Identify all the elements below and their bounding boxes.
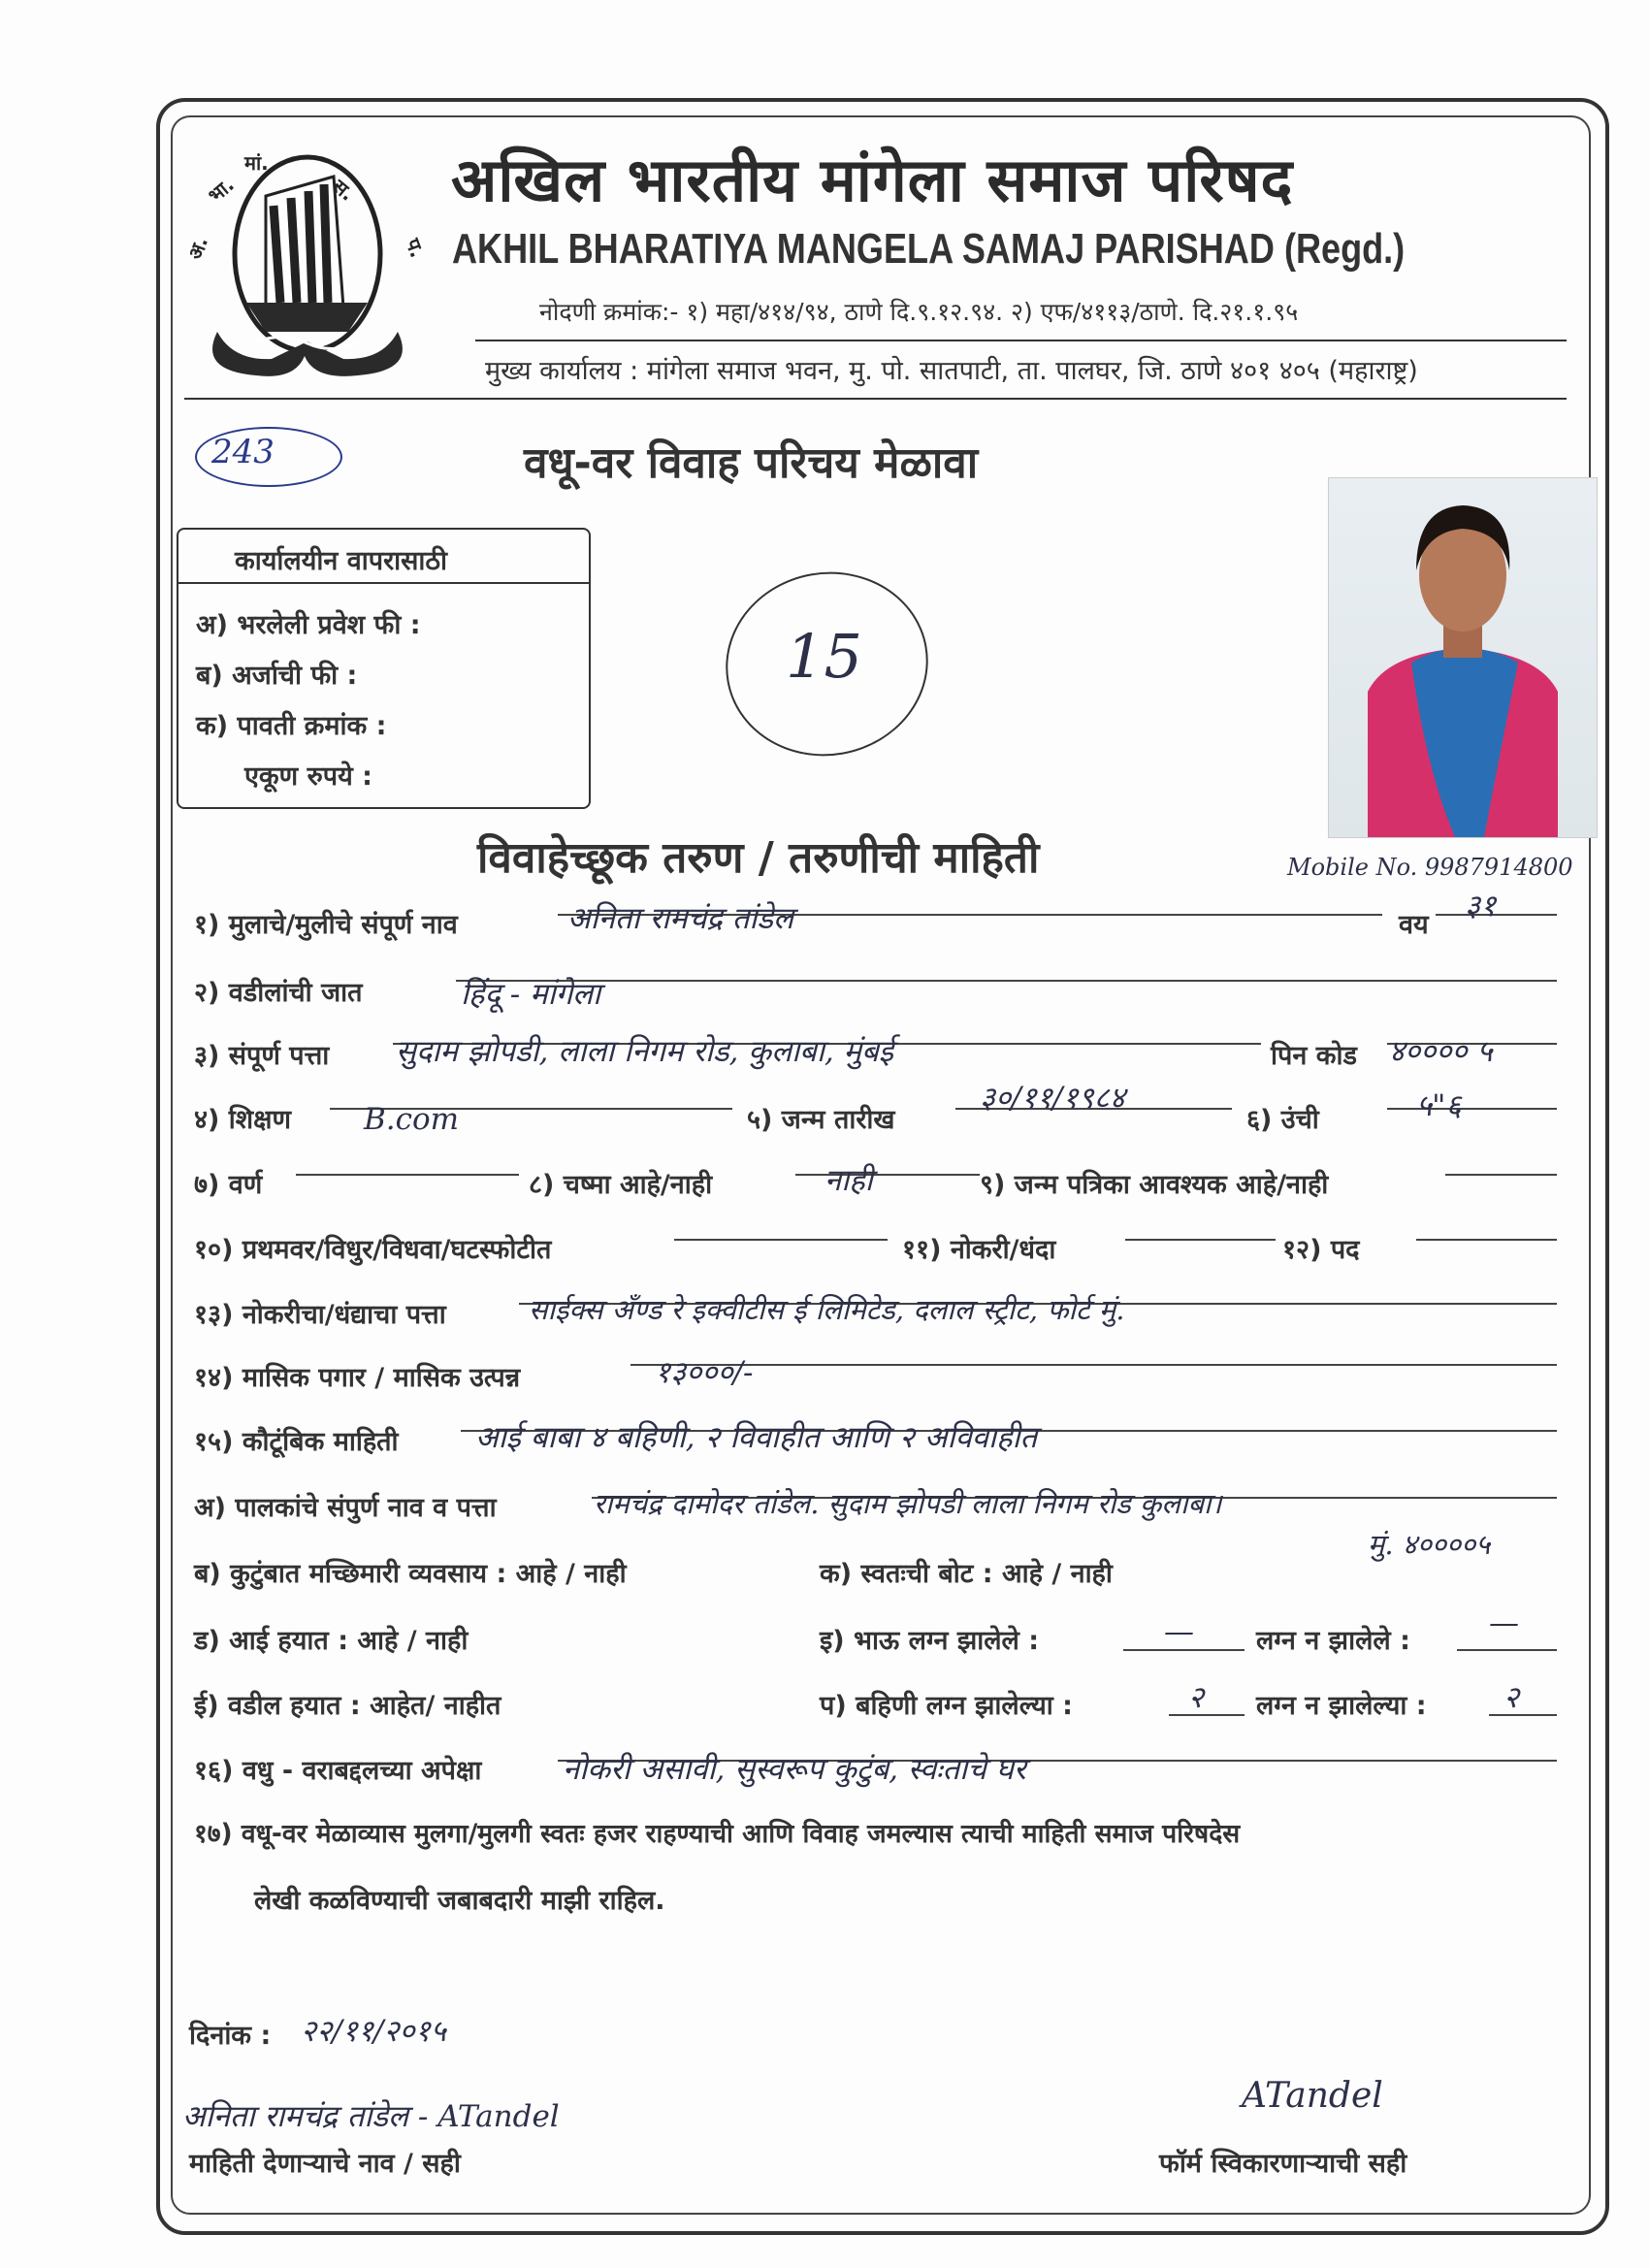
fill-line (1123, 1649, 1245, 1651)
label-occupation: ११) नोकरी/धंदा (902, 1235, 1056, 1265)
value-income: १३०००/- (655, 1355, 754, 1390)
label-caste: २) वडीलांची जात (194, 978, 363, 1008)
label-brothers-unmarried: लग्न न झालेले : (1256, 1626, 1410, 1656)
fill-line (795, 1174, 980, 1176)
label-receiver: फॉर्म स्विकारणाऱ्याची सही (1159, 2149, 1407, 2179)
label-father-alive: ई) वडील हयात : आहेत/ नाहीत (194, 1691, 501, 1721)
label-income: १४) मासिक पगार / मासिक उत्पन्न (194, 1363, 521, 1393)
fill-line (1445, 1174, 1557, 1176)
label-sisters-unmarried: लग्न न झालेल्या : (1256, 1691, 1427, 1721)
value-pincode: ४०००० ५ (1389, 1034, 1493, 1069)
fill-line (674, 1239, 888, 1241)
divider (184, 398, 1567, 400)
receiver-signature: ATandel (1242, 2076, 1383, 2116)
declaration-line2: लेखी कळविण्याची जबाबदारी माझी राहिल. (254, 1886, 665, 1916)
label-birth-date: ५) जन्म तारीख (747, 1105, 895, 1135)
divider (475, 340, 1567, 341)
declaration-line1: १७) वधू-वर मेळाव्यास मुलगा/मुलगी स्वतः हजर राहण्याची आणि विवाह जमल्यास त्याची माहिती समाज परिषदेस (194, 1819, 1241, 1849)
fill-line (1387, 1108, 1557, 1110)
label-address: ३) संपूर्ण पत्ता (194, 1041, 330, 1071)
logo-text: मां. (244, 151, 269, 175)
label-work-address: १३) नोकरीचा/धंद्याचा पत्ता (194, 1300, 446, 1330)
logo-text: भा. (203, 173, 239, 208)
value-brothers-married: — (1164, 1614, 1194, 1649)
value-sisters-married: २ (1188, 1680, 1205, 1715)
value-education: B.com (364, 1102, 460, 1137)
applicant-photo (1328, 477, 1598, 838)
office-row: ब) अर्जाची फी : (196, 661, 358, 691)
label-fishing-business: ब) कुटुंबात मच्छिमारी व्यवसाय : आहे / नाही (194, 1559, 627, 1589)
value-family-info: आई बाबा ४ बहिणी, २ विवाहीत आणि २ अविवाहीत (475, 1420, 1038, 1455)
value-height: ५"६ (1416, 1088, 1462, 1123)
value-sisters-unmarried: २ (1504, 1680, 1520, 1715)
office-box-title: कार्यालयीन वापरासाठी (235, 546, 448, 576)
divider (178, 582, 589, 584)
label-brothers-married: इ) भाऊ लग्न झालेले : (820, 1626, 1040, 1656)
value-birth-date: ३०/११/१९८४ (980, 1081, 1125, 1116)
label-age: वय (1399, 910, 1429, 940)
label-date: दिनांक : (189, 2021, 272, 2051)
office-row: क) पावती क्रमांक : (196, 711, 387, 741)
org-title-english: AKHIL BHARATIYA MANGELA SAMAJ PARISHAD (Regd.) (452, 225, 1406, 273)
label-pincode: पिन कोड (1271, 1041, 1357, 1071)
mobile-number: Mobile No. 9987914800 (1287, 854, 1573, 881)
value-expectations: नोकरी असावी, सुस्वरूप कुटुंब, स्वःताचे घर (563, 1752, 1026, 1787)
fill-line (1169, 1714, 1245, 1716)
head-office-address: मुख्य कार्यालय : मांगेला समाज भवन, मु. पो. सातपाटी, ता. पालघर, जि. ठाणे ४०१ ४०५ (महाराष्ट्र) (485, 356, 1418, 386)
section-heading: विवाहेच्छूक तरुण / तरुणीची माहिती (477, 833, 1040, 883)
fill-line (456, 980, 1557, 982)
value-spectacles: नाही (824, 1163, 873, 1198)
label-family-info: १५) कौटूंबिक माहिती (194, 1427, 399, 1457)
office-row: एकूण रुपये : (244, 761, 372, 792)
label-own-boat: क) स्वतःची बोट : आहे / नाही (820, 1559, 1113, 1589)
event-heading: वधू-वर विवाह परिचय मेळावा (524, 438, 979, 488)
fill-line (1125, 1239, 1276, 1241)
label-expectations: १६) वधु - वराबद्दलच्या अपेक्षा (194, 1756, 482, 1786)
value-parent-details: रामचंद्र दामोदर तांडेल. सुदाम झोपडी लाला निगम रोड कुलाबा। (594, 1487, 1222, 1520)
label-height: ६) उंची (1246, 1105, 1319, 1135)
label-informant: माहिती देणाऱ्याचे नाव / सही (189, 2149, 461, 2179)
label-spectacles: ८) चष्मा आहे/नाही (529, 1170, 713, 1200)
value-full-name: अनिता रामचंद्र तांडेल (567, 901, 794, 936)
value-parent-pincode: मुं. ४००००५ (1368, 1528, 1491, 1561)
value-address: सुदाम झोपडी, लाला निगम रोड, कुलाबा, मुंबई (396, 1034, 894, 1069)
fill-line (1457, 1649, 1557, 1651)
circled-number: 15 (786, 621, 862, 692)
value-date: २२/११/२०१५ (301, 2014, 446, 2049)
label-horoscope: ९) जन्म पत्रिका आवश्यक आहे/नाही (980, 1170, 1329, 1200)
informant-name-signature: अनिता रामचंद्र तांडेल - ATandel (182, 2099, 560, 2134)
form-number: 243 (211, 433, 275, 471)
value-brothers-unmarried: — (1489, 1605, 1519, 1640)
logo (182, 138, 430, 383)
org-title-marathi: अखिल भारतीय मांगेला समाज परिषद (451, 145, 1294, 215)
label-full-name: १) मुलाचे/मुलीचे संपूर्ण नाव (194, 910, 458, 940)
fill-line (1416, 1239, 1557, 1241)
value-age: ३१ (1465, 889, 1497, 923)
value-work-address: साईक्स अँण्ड रे इक्वीटीस ई लिमिटेड, दलाल स्ट्रीट, फोर्ट मुं. (529, 1293, 1125, 1326)
fill-line (296, 1174, 519, 1176)
logo-text: स. (328, 174, 360, 206)
label-parent-details: अ) पालकांचे संपुर्ण नाव व पत्ता (194, 1493, 497, 1523)
logo-text: प. (401, 235, 430, 261)
office-row: अ) भरलेली प्रवेश फी : (196, 610, 421, 640)
fill-line (630, 1364, 1557, 1366)
value-caste: हिंदू - मांगेला (461, 977, 601, 1012)
label-mother-alive: ड) आई हयात : आहे / नाही (194, 1626, 469, 1656)
registration-numbers: नोदणी क्रमांक:- १) महा/४१४/९४, ठाणे दि.९.१२.९४. २) एफ/४११३/ठाणे. दि.२१.१.९५ (539, 298, 1299, 326)
label-marital-status: १०) प्रथमवर/विधुर/विधवा/घटस्फोटीत (194, 1235, 552, 1265)
label-complexion: ७) वर्ण (194, 1170, 263, 1200)
logo-text: अ. (182, 233, 213, 263)
label-sisters-married: प) बहिणी लग्न झालेल्या : (820, 1691, 1073, 1721)
fill-line (1489, 1714, 1557, 1716)
label-education: ४) शिक्षण (194, 1105, 292, 1135)
fill-line (1436, 914, 1557, 916)
label-designation: १२) पद (1282, 1235, 1360, 1265)
